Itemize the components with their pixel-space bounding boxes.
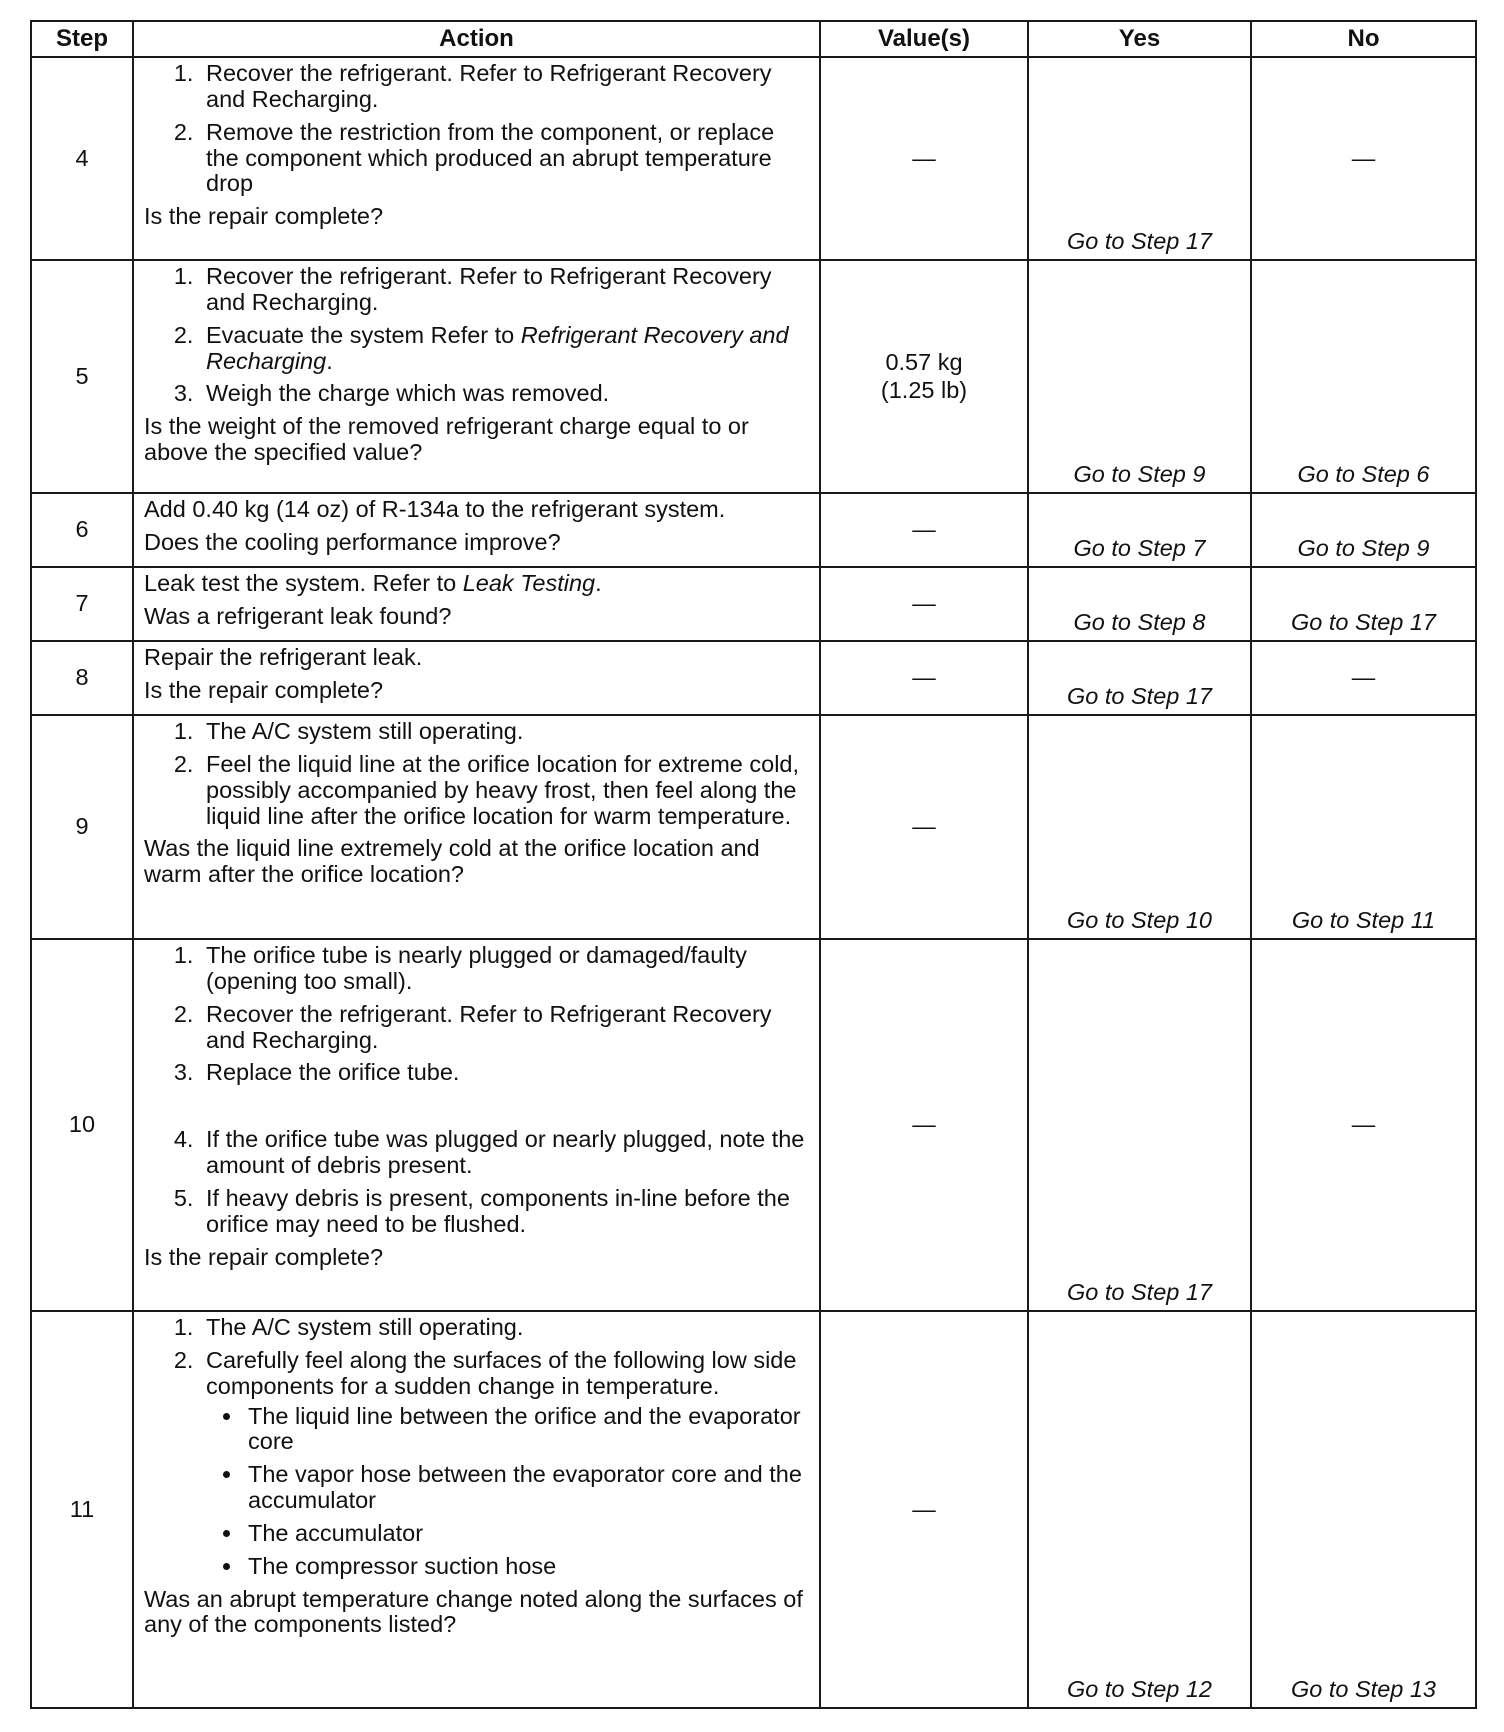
table-row-step-11 (31, 1311, 1476, 1708)
no-cell (1251, 567, 1476, 641)
value-cell (820, 567, 1028, 641)
action-step: 2. Recover the refrigerant. Refer to Refrigerant Recovery and Recharging. (200, 1002, 811, 1054)
reference-link-text: Leak Testing (462, 570, 596, 596)
value-dash: — (912, 1111, 936, 1138)
no-cell (1251, 57, 1476, 260)
yes-goto: Go to Step 7 (1073, 535, 1206, 562)
component-item: • The compressor suction hose (244, 1554, 811, 1580)
yes-goto: Go to Step 17 (1066, 1279, 1213, 1306)
header-yes: Yes (1028, 21, 1251, 57)
step-number: 9 (31, 715, 133, 939)
action-step (200, 323, 811, 375)
yes-cell (1028, 260, 1251, 493)
table-row-step-5 (31, 260, 1476, 493)
question-text: Is the repair complete? (144, 1243, 384, 1270)
action-step-text: Carefully feel along the surfaces of the following low side components for a sudden change in temperature. (206, 1346, 797, 1399)
action-steps (144, 943, 811, 1086)
punctuation: . (595, 570, 602, 596)
action-cell (133, 493, 820, 567)
action-steps (144, 1315, 811, 1580)
yes-cell (1028, 57, 1251, 260)
step-number: 11 (31, 1311, 133, 1708)
step-number: 10 (31, 939, 133, 1311)
yes-cell (1028, 715, 1251, 939)
action-step: 3. Replace the orifice tube. (200, 1060, 811, 1086)
action-text (144, 571, 811, 597)
value-metric: 0.57 kg (885, 349, 963, 376)
header-no: No (1251, 21, 1476, 57)
action-step: 1. The orifice tube is nearly plugged or damaged/faulty (opening too small). (200, 943, 811, 995)
yes-cell (1028, 493, 1251, 567)
action-step: 1. The A/C system still operating. (200, 719, 811, 745)
yes-cell (1028, 641, 1251, 715)
table-row-step-8 (31, 641, 1476, 715)
action-step (200, 1348, 811, 1580)
action-step: 4. If the orifice tube was plugged or nearly plugged, note the amount of debris present. (200, 1127, 811, 1179)
step-number: 7 (31, 567, 133, 641)
no-cell (1251, 493, 1476, 567)
yes-cell (1028, 939, 1251, 1311)
question-text: Was an abrupt temperature change noted along the surfaces of any of the components listed? (144, 1585, 803, 1638)
action-steps (144, 61, 811, 197)
action-step: 5. If heavy debris is present, components in-line before the orifice may need to be flushed. (200, 1186, 811, 1238)
table-row-step-10 (31, 939, 1476, 1311)
value-dash: — (912, 516, 936, 543)
table-row-step-4 (31, 57, 1476, 260)
diagnostic-table (30, 20, 1477, 1709)
question-text: Is the repair complete? (144, 203, 384, 230)
action-cell (133, 715, 820, 939)
action-text-lead: Leak test the system. Refer to (144, 570, 463, 596)
action-cell (133, 641, 820, 715)
value-imperial: (1.25 lb) (880, 376, 968, 403)
value-cell (820, 493, 1028, 567)
no-dash: — (1351, 664, 1376, 691)
question-text: Was a refrigerant leak found? (144, 602, 452, 629)
action-steps (144, 719, 811, 829)
question-text: Is the weight of the removed refrigerant charge equal to or above the specified value? (144, 413, 749, 466)
step-number: 5 (31, 260, 133, 493)
action-steps-continued (144, 1127, 811, 1237)
no-goto: Go to Step 11 (1291, 907, 1436, 934)
action-step: 2. Remove the restriction from the component, or replace the component which produced an abrupt temperature drop (200, 120, 811, 198)
value-cell (820, 260, 1028, 493)
component-item: • The vapor hose between the evaporator core and the accumulator (244, 1462, 811, 1514)
no-goto: Go to Step 13 (1290, 1676, 1437, 1703)
no-cell (1251, 939, 1476, 1311)
yes-goto: Go to Step 10 (1066, 907, 1213, 934)
value-cell (820, 57, 1028, 260)
yes-goto: Go to Step 12 (1066, 1676, 1213, 1703)
yes-cell (1028, 567, 1251, 641)
yes-cell (1028, 1311, 1251, 1708)
action-text: Repair the refrigerant leak. (144, 644, 423, 670)
action-text: Add 0.40 kg (14 oz) of R-134a to the refrigerant system. (144, 496, 726, 522)
value-dash: — (912, 664, 936, 691)
yes-goto: Go to Step 8 (1073, 609, 1206, 636)
value-cell (820, 715, 1028, 939)
table-row-step-6 (31, 493, 1476, 567)
no-dash: — (1351, 144, 1376, 171)
table-row-step-7 (31, 567, 1476, 641)
value-dash: — (912, 813, 936, 840)
question-text: Was the liquid line extremely cold at the orifice location and warm after the orifice location? (144, 835, 760, 888)
component-list (206, 1404, 811, 1580)
header-step: Step (31, 21, 133, 57)
header-action: Action (133, 21, 820, 57)
action-cell (133, 1311, 820, 1708)
component-item: • The accumulator (244, 1521, 811, 1547)
action-step: 3. Weigh the charge which was removed. (200, 381, 811, 407)
no-cell (1251, 1311, 1476, 1708)
value-cell (820, 939, 1028, 1311)
action-step: 1. Recover the refrigerant. Refer to Refrigerant Recovery and Recharging. (200, 264, 811, 316)
value-dash: — (912, 1495, 936, 1522)
no-cell (1251, 715, 1476, 939)
action-step: 2. Feel the liquid line at the orifice location for extreme cold, possibly accompanied by heavy frost, then feel along the liquid line after the orifice location for warm temperature. (200, 752, 811, 830)
yes-goto: Go to Step 17 (1066, 228, 1213, 255)
action-cell (133, 260, 820, 493)
no-goto: Go to Step 17 (1290, 609, 1437, 636)
table-row-step-9 (31, 715, 1476, 939)
table-header-row (31, 21, 1476, 57)
yes-goto: Go to Step 9 (1073, 461, 1206, 488)
value-cell (820, 1311, 1028, 1708)
punctuation: . (326, 347, 333, 374)
action-cell (133, 567, 820, 641)
no-cell (1251, 641, 1476, 715)
action-steps (144, 264, 811, 407)
no-goto: Go to Step 9 (1297, 535, 1430, 562)
value-cell (820, 641, 1028, 715)
reference-link-text: Refrigerant Recovery and Recharging (206, 321, 789, 374)
step-number: 6 (31, 493, 133, 567)
action-cell (133, 939, 820, 1311)
question-text: Does the cooling performance improve? (144, 528, 561, 555)
no-dash: — (1351, 1111, 1376, 1138)
no-cell (1251, 260, 1476, 493)
action-cell (133, 57, 820, 260)
step-number: 8 (31, 641, 133, 715)
action-step-text: Evacuate the system Refer to (206, 321, 521, 348)
component-item: • The liquid line between the orifice and the evaporator core (244, 1404, 811, 1456)
action-step: 1. Recover the refrigerant. Refer to Refrigerant Recovery and Recharging. (200, 61, 811, 113)
question-text: Is the repair complete? (144, 676, 384, 703)
step-number: 4 (31, 57, 133, 260)
value-dash: — (912, 144, 936, 171)
yes-goto: Go to Step 17 (1066, 683, 1213, 710)
value-dash: — (912, 590, 936, 617)
spacer (144, 1093, 811, 1127)
header-values: Value(s) (820, 21, 1028, 57)
action-step: 1. The A/C system still operating. (200, 1315, 811, 1341)
no-goto: Go to Step 6 (1297, 461, 1430, 488)
